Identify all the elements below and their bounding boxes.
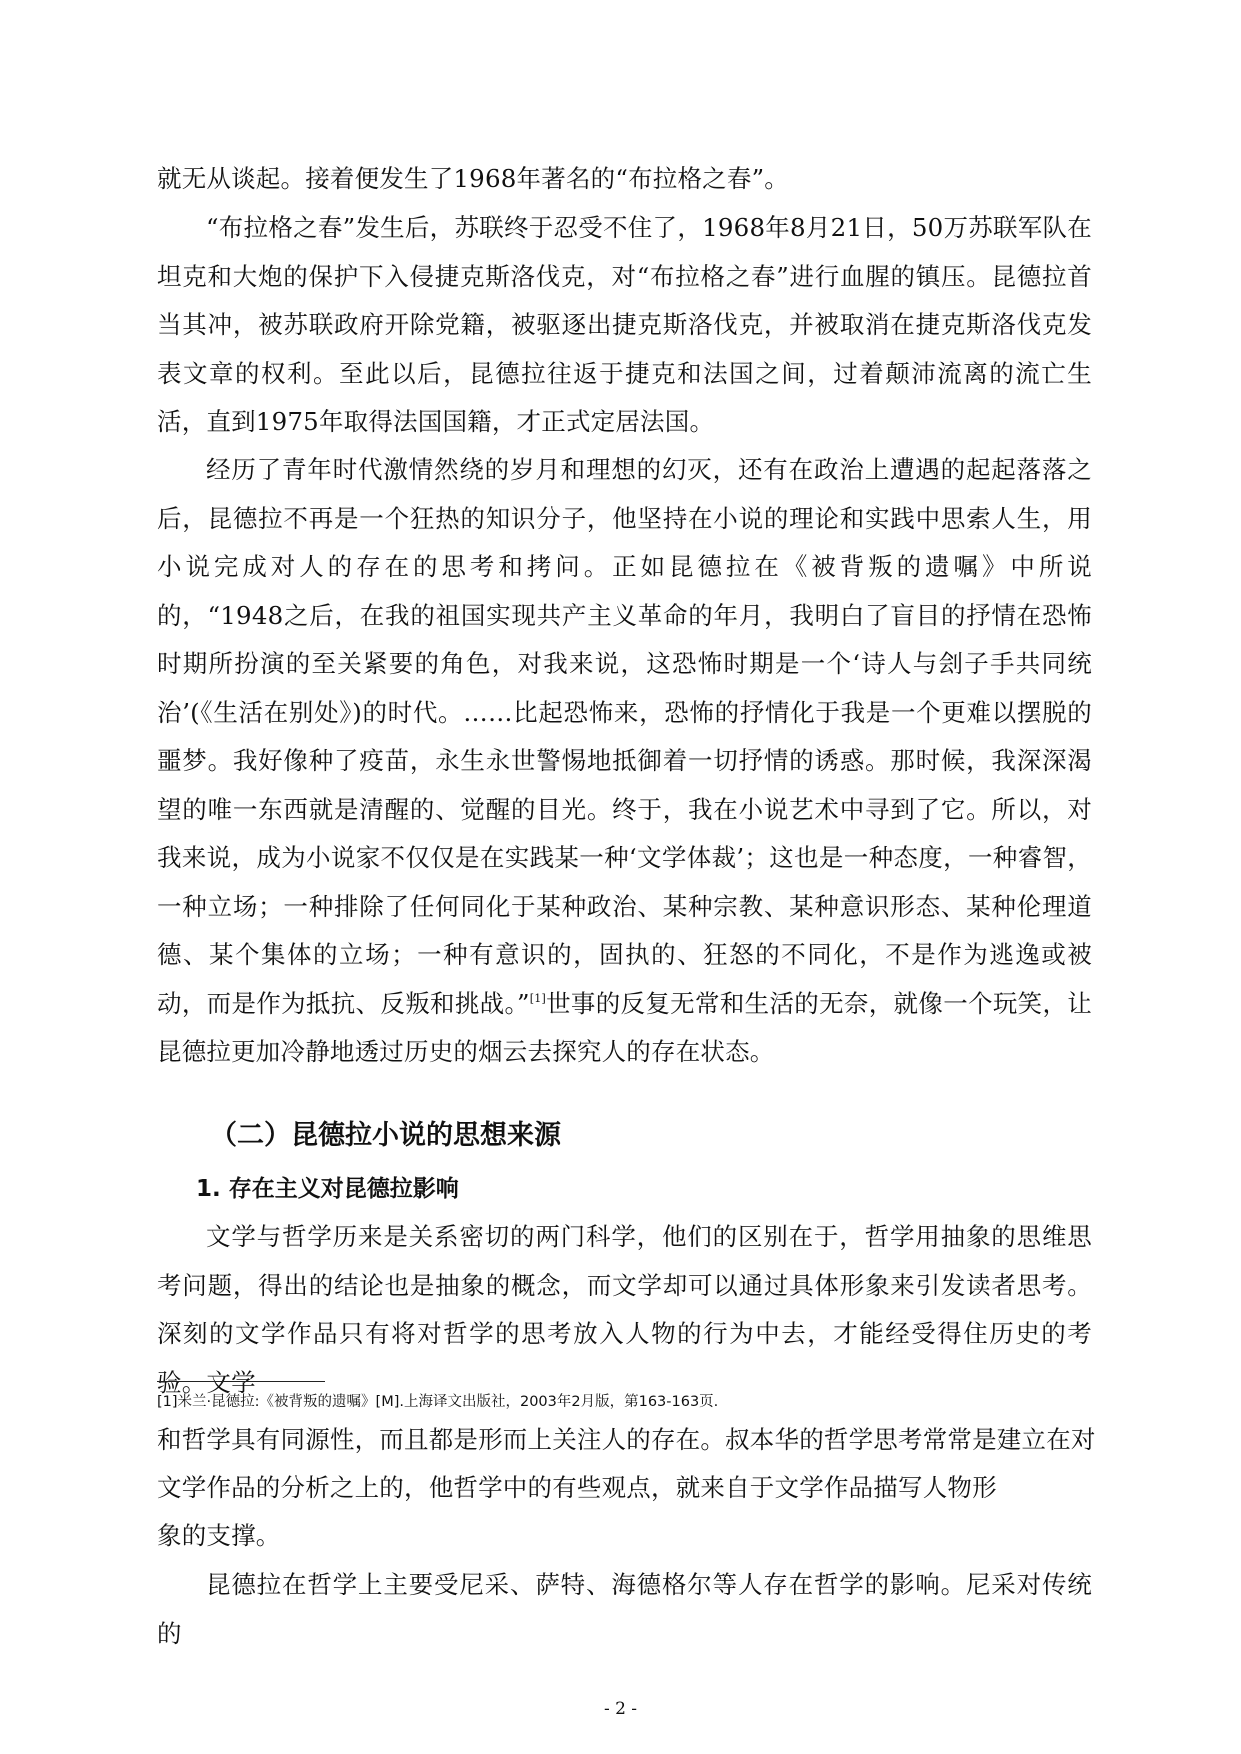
subsection-heading: 1. 存在主义对昆德拉影响 [196, 1176, 459, 1202]
footnote-reference: [1] [529, 991, 546, 1005]
page-number: - 2 - [603, 1699, 638, 1719]
paragraph-prague-spring: “布拉格之春”发生后，苏联终于忍受不住了，1968年8月21日，50万苏联军队在坦克和大炮的保护下入侵捷克斯洛伐克，对“布拉格之春”进行血腥的镇压。昆德拉首当其冲，被苏联政府开除党籍，被驱逐出捷克斯洛伐克，并被取消在捷克斯洛伐克发表文章的权利。至此以后，昆德拉往返于捷克和法国之间，过着颠沛流离的流亡生活，直到1975年取得法国国籍，才正式定居法国。 [157, 213, 1092, 436]
footnote-divider [157, 1381, 325, 1382]
section-heading: （二）昆德拉小说的思想来源 [210, 1120, 561, 1151]
footnote: [1]米兰·昆德拉:《被背叛的遗嘱》[M].上海译文出版社，2003年2月版，第163-163页. [157, 1394, 719, 1410]
quote-text: 经历了青年时代激情然绕的岁月和理想的幻灭，还有在政治上遭遇的起起落落之后，昆德拉不再是一个狂热的知识分子，他坚持在小说的理论和实践中思索人生，用小说完成对人的存在的思考和拷问。正如昆德拉在《被背叛的遗嘱》中所说的，“1948之后，在我的祖国实现共产主义革命的年月，我明白了盲目的抒情在恐怖时期所扮演的至关紧要的角色，对我来说，这恐怖时期是一个‘诗人与刽子手共同统治’(《生活在别处》)的时代。……比起恐怖来，恐怖的抒情化于我是一个更难以摆脱的噩梦。我好像种了疫苗，永生永世警惕地抵御着一切抒情的诱惑。那时候，我深深渴望的唯一东西就是清醒的、觉醒的目光。终于，我在小说艺术中寻到了它。所以，对我来说，成为小说家不仅仅是在实践某一种‘文学体裁’；这也是一种态度，一种睿智，一种立场；一种排除了任何同化于某种政治、某种宗教、某种意识形态、某种伦理道德、某个集体的立场；一种有意识的，固执的、狂怒的不同化，不是作为逃逸或被动，而是作为抵抗、反叛和挑战。” [157, 455, 1092, 1018]
paragraph-literature-philosophy: 文学与哲学历来是关系密切的两门科学，他们的区别在于，哲学用抽象的思维思考问题，得出的结论也是抽象的概念，而文学却可以通过具体形象来引发读者思考。深刻的文学作品只有将对哲学的思考放入人物的行为中去，才能经受得住历史的考验。文学 [157, 1222, 1092, 1397]
paragraph-existential-influence: 昆德拉在哲学上主要受尼采、萨特、海德格尔等人存在哲学的影响。尼采对传统的 [157, 1570, 1092, 1648]
paragraph-betrayed-testaments-quote [157, 446, 1092, 1077]
paragraph-continuation: 就无从谈起。接着便发生了1968年著名的“布拉格之春”。 [157, 164, 789, 193]
paragraph-schopenhauer-line-1: 和哲学具有同源性，而且都是形而上关注人的存在。叔本华的哲学思考常常是建立在对 [157, 1425, 1096, 1454]
paragraph-schopenhauer-line-2: 文学作品的分析之上的，他哲学中的有些观点，就来自于文学作品描写人物形 [157, 1473, 997, 1502]
paragraph-schopenhauer-line-3: 象的支撑。 [157, 1521, 281, 1550]
quote-tail: 世事的反复无常和生活的无奈，就像一个玩笑，让昆德拉更加冷静地透过历史的烟云去探究人的存在状态。 [157, 988, 1092, 1066]
